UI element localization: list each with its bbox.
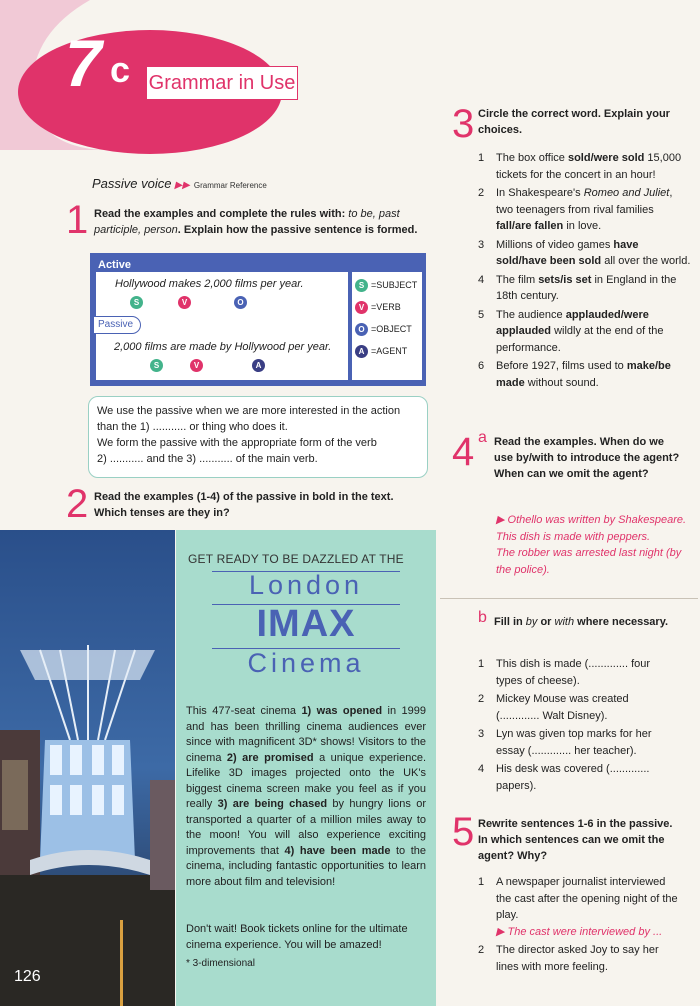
object-marker: O xyxy=(234,296,247,309)
symbol-legend xyxy=(352,272,422,380)
rule-line: 2) ........... and the 3) ........... of the main verb. xyxy=(97,453,318,465)
exercise-4b-list xyxy=(478,656,668,796)
imax-building-photo xyxy=(0,530,175,1006)
ad-body: This 477-seat cinema 1) was opened in 1999 and has been thrilling cinema audiences ever since with magnificent 3D* shows! Visitors to the cinema 2) are promised a unique experience. Lifelike 3D images projected onto the UK's biggest cinema screen make you feel as if you really 3) are being chased by hungry lions or transported a quarter of a million miles away to the moon! You will also experience exciting improvements that 4) have been made to the cinema, including fantastic opportunities to learn more about film and television! xyxy=(186,705,427,888)
arrow-icon: ▶ xyxy=(496,514,508,526)
passive-voice-heading: Passive voice ▶▶ Grammar Reference xyxy=(92,176,267,191)
list-item: 3 Millions of video games have sold/have been sold all over the world. xyxy=(478,238,691,267)
exercise-2-instruction: Read the examples (1-4) of the passive in bold in the text. Which tenses are they in? xyxy=(94,491,394,519)
list-item: 4 The film sets/is set in England in the 18th century. xyxy=(478,273,677,302)
ad-london: London xyxy=(248,570,364,600)
exercise-1-instruction: Read the examples and complete the rules with: to be, past participle, person. Explain how the passive sentence is formed. xyxy=(94,208,418,236)
exercise-4a-instruction: Read the examples. When do we use by/with to introduce the agent? When can we omit the agent? xyxy=(494,436,680,480)
exercise-3-instruction: Circle the correct word. Explain your choices. xyxy=(478,108,670,136)
list-item: 6 Before 1927, films used to make/be made without sound. xyxy=(478,360,671,389)
exercise-5-instruction: Rewrite sentences 1-6 in the passive. In which sentences can we omit the agent? Why? xyxy=(478,818,673,862)
list-item: 2 The director asked Joy to say her lines with more feeling. xyxy=(478,944,659,973)
ad-footnote: * 3-dimensional xyxy=(186,958,255,969)
list-item: 1 A newspaper journalist interviewed the cast after the opening night of the play. ▶ The cast were interviewed by ... xyxy=(478,874,678,940)
list-item: 3 Lyn was given top marks for her essay (............. her teacher). xyxy=(478,728,652,757)
legend-agent: A =AGENT xyxy=(355,340,422,362)
example-line: ▶ Othello was written by Shakespeare. xyxy=(496,514,687,526)
divider xyxy=(440,598,698,599)
exercise-4a-letter: a xyxy=(478,429,487,446)
legend-object: O =OBJECT xyxy=(355,318,422,340)
ad-call-to-action: Don't wait! Book tickets online for the ultimate cinema experience. You will be amazed! xyxy=(186,923,408,951)
exercise-4-number: 4 xyxy=(452,430,475,474)
active-sentence: Hollywood makes 2,000 films per year. xyxy=(115,278,304,290)
imax-advert xyxy=(176,530,436,1006)
rule-line: than the 1) ........... or thing who does it. xyxy=(97,421,288,433)
legend-subject: S =SUBJECT xyxy=(355,274,422,296)
list-item: 4 His desk was covered (............. papers). xyxy=(478,763,650,792)
verb-marker: V xyxy=(190,359,203,372)
section-title: Grammar in Use xyxy=(146,66,298,100)
list-item: 1 The box office sold/were sold 15,000 tickets for the concert in an hour! xyxy=(478,152,682,181)
list-item: 2 Mickey Mouse was created (............. Walt Disney). xyxy=(478,693,629,722)
active-label: Active xyxy=(92,258,137,272)
arrow-icon: ▶▶ xyxy=(174,180,190,191)
ad-cinema: Cinema xyxy=(247,648,365,678)
subject-marker: S xyxy=(130,296,143,309)
exercise-5-number: 5 xyxy=(452,810,475,854)
ad-imax: IMAX xyxy=(256,603,356,645)
grammar-reference-link[interactable]: Grammar Reference xyxy=(193,181,267,190)
list-item: 5 The audience applauded/were applauded wildly at the end of the performance. xyxy=(478,308,664,354)
list-item: 1 This dish is made (............. four types of cheese). xyxy=(478,658,651,687)
exercise-3-number: 3 xyxy=(452,102,475,146)
verb-marker: V xyxy=(178,296,191,309)
exercise-1-number: 1 xyxy=(66,198,89,242)
passive-label: Passive xyxy=(93,316,141,334)
exercise-5-list xyxy=(478,874,678,977)
exercise-4b-instruction: Fill in by or with where necessary. xyxy=(494,616,669,628)
passive-sentence: 2,000 films are made by Hollywood per year. xyxy=(114,341,332,353)
rule-line: We use the passive when we are more interested in the action xyxy=(97,405,401,417)
unit-letter: c xyxy=(110,49,131,90)
ad-heading: GET READY TO BE DAZZLED AT THE xyxy=(188,552,404,566)
example-line: The robber was arrested last night (by the police). xyxy=(496,547,682,576)
page-number: 126 xyxy=(14,968,41,985)
exercise-4b-letter: b xyxy=(478,609,487,626)
rules-box xyxy=(88,396,428,478)
rule-line: We form the passive with the appropriate form of the verb xyxy=(97,437,377,449)
exercise-2-number: 2 xyxy=(66,482,89,526)
exercise-4a-examples xyxy=(496,512,692,578)
unit-number: 7 xyxy=(65,26,102,100)
list-item: 2 In Shakespeare's Romeo and Juliet, two teenagers from rival families fall/are fallen in love. xyxy=(478,187,673,232)
agent-marker: A xyxy=(252,359,265,372)
example-line: This dish is made with peppers. xyxy=(496,530,651,543)
subject-marker: S xyxy=(150,359,163,372)
arrow-icon: ▶ xyxy=(496,925,508,938)
exercise-3-list xyxy=(478,150,692,393)
model-answer: ▶ The cast were interviewed by ... xyxy=(496,925,663,938)
legend-verb: V =VERB xyxy=(355,296,422,318)
